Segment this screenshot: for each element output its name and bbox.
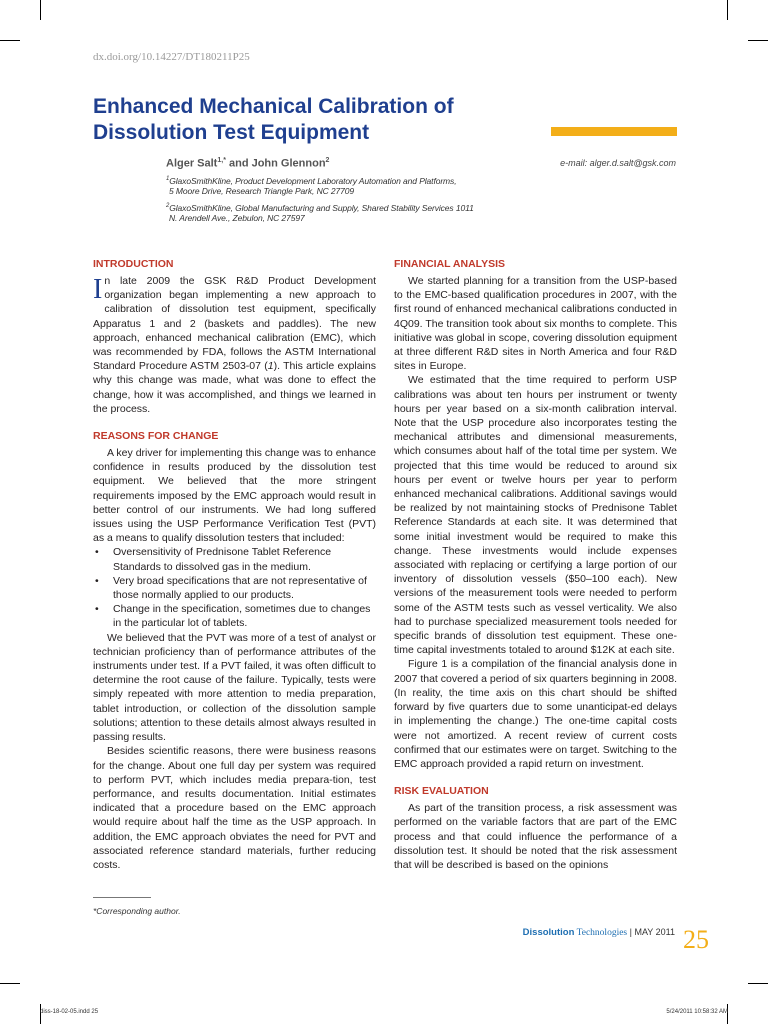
email-address[interactable]: e-mail: alger.d.salt@gsk.com (560, 158, 676, 168)
affiliation-line: 5 Moore Drive, Research Triangle Park, NC 27709 (169, 186, 355, 196)
footnote: *Corresponding author. (93, 906, 181, 916)
bullet-list (93, 545, 376, 630)
paragraph: We estimated that the time required to perform USP calibrations was about ten hours per instrument or twenty hours per year based on a six-month calibration interval. Note that the USP procedure also incorporates testing the mechanical attributes and dimensional measurements, which consumes about half of the total time per system. We projected that this time would be reduced to around six hours per event or twelve hours per year to perform enhanced mechanical calibrations. Additional savings would be realized by not maintaining stocks of Prednisone Tablet Reference Standards at each site. It was determined that some initial investment would be required to make this change. These investments would include expenses associated with replacing or certifying a large portion of our inventory of dissolution vessels ($50–100 each). New versions of the measurement tools were needed to perform some of the ASTM tests such as vessel verticality. We also had to purchase specialized measurement tools needed for specific brands of dissolution test equipment. These one-time capital investments totaled to around $12K at each site. (394, 374, 677, 657)
article-title (93, 94, 454, 146)
paragraph: We started planning for a transition from the USP-based to the EMC-based qualification procedures in 2007, with the first round of enhanced mechanical calibrations conducted in 4Q09. The transition took about six months to complete. This initiative was global in scope, covering dissolution equipment at three different R&D sites in North America and four R&D sites in Europe. (394, 275, 677, 373)
intro-paragraph (93, 274, 376, 416)
section-gap (93, 416, 376, 430)
journal-name: Dissolution (522, 927, 575, 938)
paragraph: A key driver for implementing this change was to enhance confidence in results produced by the dissolution test equipment. We believed that the more stringent requirements imposed by the EMC approach would result in better control of our instruments. We had long suffered issues using the USP Performance Verification Test (PVT) as a means to qualify dissolution testers that included: (93, 447, 376, 545)
footnote-rule (93, 897, 151, 898)
affiliation (166, 176, 456, 196)
paragraph: Besides scientific reasons, there were business reasons for the change. About one full day per system was required to perform PVT, which includes media prepara-tion, test performance, and results documentation. Initial estimates indicated that a procedure based on the EMC approach would require about half the time as the USP approach. In addition, the EMC approach obviates the need for PVT and associated reference standard materials, further reducing costs. (93, 745, 376, 871)
crop-mark (748, 40, 768, 41)
author-superscript: 1,* (217, 157, 226, 164)
crop-mark (0, 983, 20, 984)
affiliation-superscript: 2 (166, 203, 170, 210)
intro-text: n late 2009 the GSK R&D Product Development organization began implementing a new approach to calibration of dissolution test equipment, specifically Apparatus 1 and 2 (baskets and paddles). The new approach, enhanced mechanical calibration (EMC), which was recommended by FDA, follows the ASTM International Standard Procedure ASTM 2503-07 ( (93, 275, 376, 373)
print-slug-file: diss-18-02-05.indd 25 (40, 1009, 99, 1015)
journal-name-suffix: Technologies (574, 928, 628, 938)
reference-link[interactable]: 1 (267, 360, 274, 373)
section-gap (394, 771, 677, 785)
bullet-item: • Very broad specifications that are not representative of those normally applied to our products. (107, 574, 376, 602)
drop-cap: I (93, 274, 103, 305)
bullet-item: • Change in the specification, sometimes due to changes in the particular lot of tablets. (107, 602, 376, 630)
section-heading-reasons: REASONS FOR CHANGE (93, 430, 219, 443)
left-column (93, 258, 376, 872)
paragraph: We believed that the PVT was more of a test of analyst or technician proficiency than of performance attributes of the instruments under test. If a PVT failed, it was often difficult to determine the root cause of the failure. Typically, tests were simply repeated with more attention to media preparation, tablet introduction, or collection of the dissolution sample solutions; attention to these details almost always resulted in passing results. (93, 631, 376, 744)
author-superscript: 2 (325, 157, 330, 164)
bullet-item: • Oversensitivity of Prednisone Tablet Reference Standards to dissolved gas in the medium. (107, 545, 376, 573)
crop-mark (727, 0, 728, 20)
affiliation-line: N. Arendell Ave., Zebulon, NC 27597 (169, 213, 305, 223)
issue-date: MAY 2011 (634, 927, 675, 937)
intro-text-end: ). This article explains why this change was made, what was done to effect the change, how it was accomplished, and things we learned in the process. (93, 360, 376, 415)
print-slug-timestamp: 5/24/2011 10:58:32 AM (666, 1009, 728, 1015)
section-heading-risk: RISK EVALUATION (394, 785, 489, 798)
affiliation-line: GlaxoSmithKline, Global Manufacturing and Supply, Shared Stability Services 1011 (169, 203, 474, 213)
affiliation (166, 203, 474, 223)
section-heading-financial: FINANCIAL ANALYSIS (394, 258, 506, 270)
section-heading-introduction: INTRODUCTION (93, 258, 174, 270)
crop-mark (40, 0, 41, 20)
author-name: Alger Salt (166, 157, 218, 170)
title-line-1: Enhanced Mechanical Calibration of (93, 95, 454, 118)
affiliation-superscript: 1 (166, 176, 170, 183)
paragraph: As part of the transition process, a risk assessment was performed on the variable factors that are part of the EMC process and that could influence the performance of a dissolution test. It should be noted that the risk assessment that will be described is based on the opinions (394, 802, 677, 871)
doi[interactable]: dx.doi.org/10.14227/DT180211P25 (93, 51, 250, 63)
title-line-2: Dissolution Test Equipment (93, 121, 370, 144)
author-line (166, 157, 329, 170)
author-name: John Glennon (251, 157, 326, 170)
page-number: 25 (683, 925, 709, 954)
crop-mark (0, 40, 20, 41)
footer-separator: | (627, 927, 635, 937)
affiliation-line: GlaxoSmithKline, Product Development Laboratory Automation and Platforms, (169, 176, 457, 186)
crop-mark (748, 983, 768, 984)
paragraph: Figure 1 is a compilation of the financial analysis done in 2007 that covered a period of six quarters beginning in 2008. (In reality, the time axis on this chart should be shifted forward by five quarters due to some unanticipat-ed delays in implementing the change.) The one-time capital costs were not amortized. A recent review of current costs confirmed that our estimates were on target. Switching to the EMC approach provided a rapid return on investment. (394, 658, 677, 770)
right-column (394, 258, 677, 872)
author-conjunction: and (225, 157, 252, 170)
journal-footer (523, 927, 675, 938)
accent-bar (551, 127, 677, 136)
